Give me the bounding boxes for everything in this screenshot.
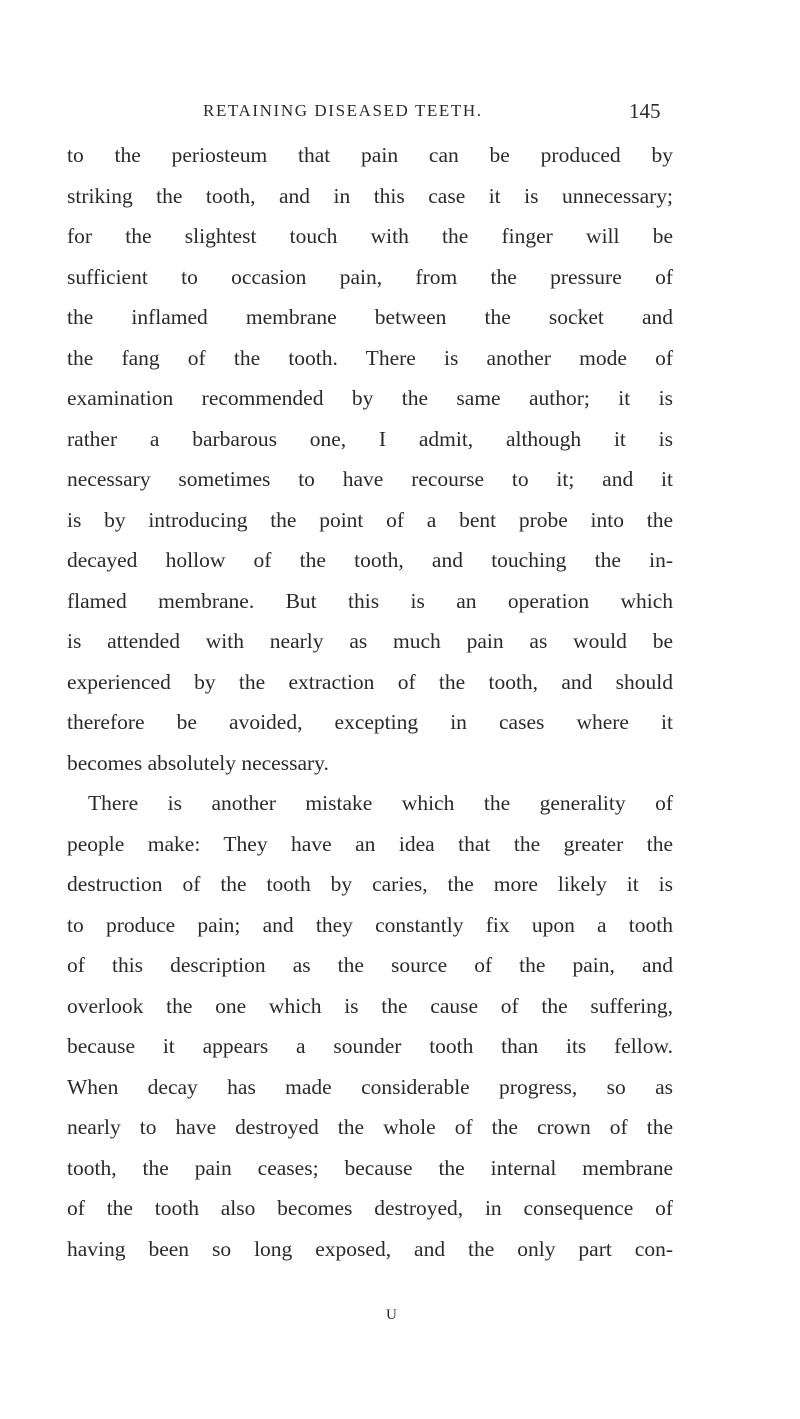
text-line: overlook the one which is the cause of the suffering, — [67, 993, 673, 1018]
text-line: therefore be avoided, excepting in cases where it — [67, 710, 673, 734]
text-line: having been so long exposed, and the only part con- — [67, 1236, 673, 1261]
text-line: the inflamed membrane between the socket and — [67, 305, 673, 329]
running-title: RETAINING DISEASED TEETH. — [203, 101, 483, 120]
text-line: flamed membrane. But this is an operation which — [67, 588, 673, 613]
text-line: to the periosteum that pain can be produced by — [67, 143, 673, 167]
text-line: the fang of the tooth. There is another mode of — [67, 345, 673, 370]
text-line: of this description as the source of the pain, and — [67, 953, 673, 977]
text-line: destruction of the tooth by caries, the more likely it is — [67, 872, 673, 896]
text-line: tooth, the pain ceases; because the internal membrane — [67, 1155, 673, 1180]
text-line: for the slightest touch with the finger will be — [67, 224, 673, 248]
text-line: When decay has made considerable progress, so as — [67, 1074, 673, 1099]
text-line: rather a barbarous one, I admit, although it is — [67, 426, 673, 451]
text-line: is by introducing the point of a bent probe into the — [67, 507, 673, 532]
page-number: 145 — [629, 99, 661, 123]
body-text — [67, 135, 673, 1269]
text-line: because it appears a sounder tooth than its fellow. — [67, 1034, 673, 1058]
running-header — [0, 94, 800, 128]
text-line: to produce pain; and they constantly fix upon a tooth — [67, 912, 673, 937]
text-line: nearly to have destroyed the whole of the crown of the — [67, 1115, 673, 1139]
paragraph-first-line: There is another mistake which the generality of — [88, 791, 673, 815]
text-line: sufficient to occasion pain, from the pressure of — [67, 264, 673, 289]
text-line: striking the tooth, and in this case it is unnecessary; — [67, 183, 673, 208]
text-line: is attended with nearly as much pain as would be — [67, 629, 673, 653]
text-line: examination recommended by the same author; it is — [67, 386, 673, 410]
text-line: people make: They have an idea that the greater the — [67, 831, 673, 856]
paragraph-end-line: becomes absolutely necessary. — [67, 750, 329, 775]
text-line: of the tooth also becomes destroyed, in consequence of — [67, 1196, 673, 1220]
signature-mark: U — [386, 1307, 397, 1323]
text-line: experienced by the extraction of the tooth, and should — [67, 669, 673, 694]
text-line: decayed hollow of the tooth, and touching the in- — [67, 548, 673, 572]
text-line: necessary sometimes to have recourse to it; and it — [67, 467, 673, 491]
